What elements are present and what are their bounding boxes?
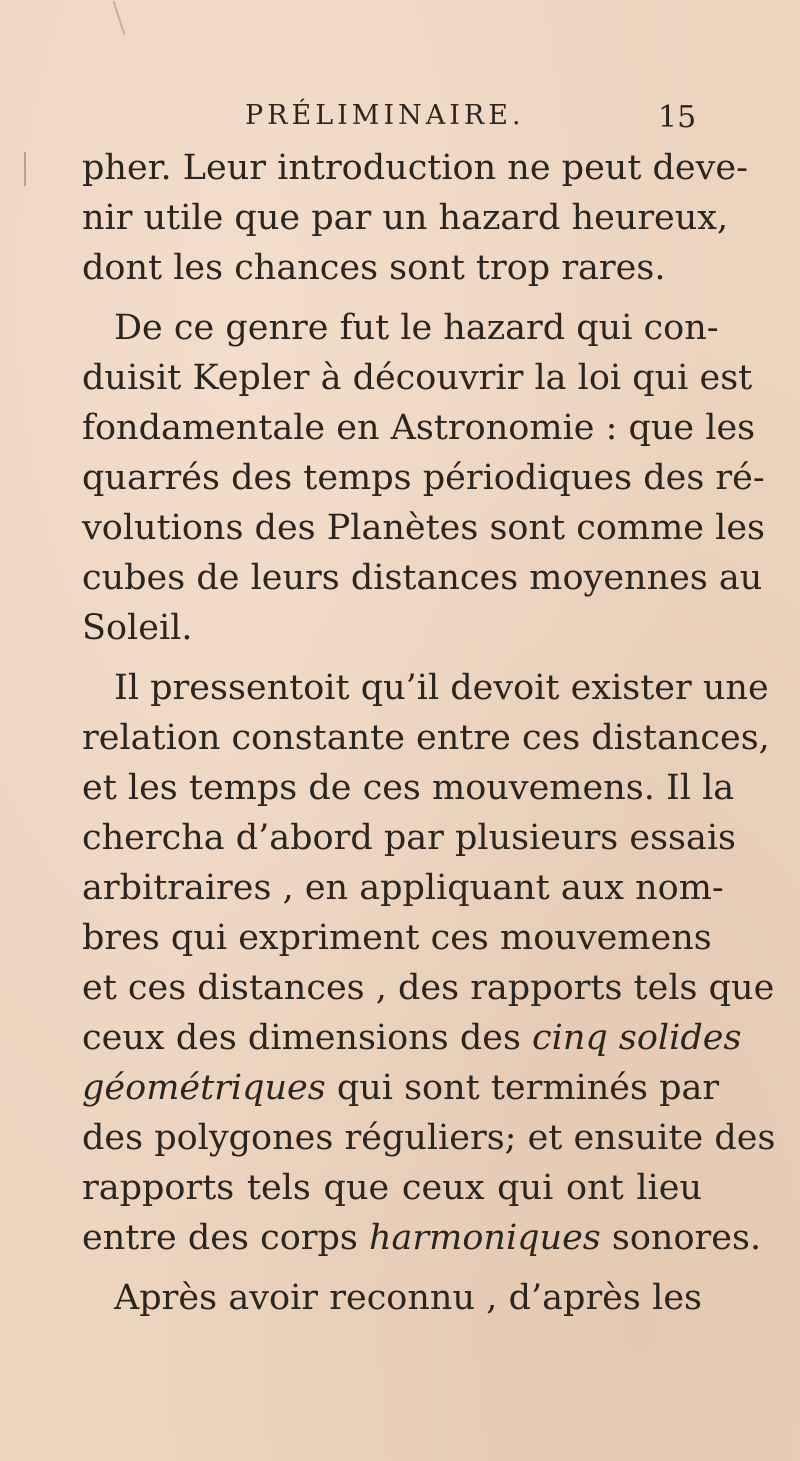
text-line: rapports tels que ceux qui ont lieu (82, 1168, 702, 1208)
text-line: volutions des Planètes sont comme les (82, 508, 765, 548)
text-line: et les temps de ces mouvemens. Il la (82, 768, 735, 808)
running-head (0, 100, 800, 140)
text-line: Soleil. (82, 608, 193, 648)
text-line: arbitraires , en appliquant aux nom- (82, 868, 724, 908)
text-line: nir utile que par un hazard heureux, (82, 198, 729, 238)
text-line: relation constante entre ces distances, (82, 718, 770, 758)
text-line (82, 1063, 720, 1113)
text-line (82, 1213, 762, 1263)
text-run: ceux des dimensions des (82, 1018, 533, 1058)
text-line: et ces distances , des rapports tels que (82, 968, 775, 1008)
text-line: quarrés des temps périodiques des ré- (82, 458, 765, 498)
text-line: chercha d’abord par plusieurs essais (82, 818, 737, 858)
text-line: Après avoir reconnu , d’après les (114, 1278, 702, 1318)
italic-run: harmoniques (369, 1218, 601, 1258)
text-line: des polygones réguliers; et ensuite des (82, 1118, 776, 1158)
italic-run: cinq solides (532, 1018, 742, 1058)
text-line (82, 1013, 742, 1063)
scan-mark (24, 152, 26, 186)
text-line: dont les chances sont trop rares. (82, 248, 666, 288)
text-line: fondamentale en Astronomie : que les (82, 408, 756, 448)
text-line: pher. Leur introduction ne peut deve- (82, 148, 748, 188)
text-run: entre des corps (82, 1218, 369, 1258)
body-text (82, 143, 776, 1323)
text-line: De ce genre fut le hazard qui con- (114, 308, 719, 348)
italic-run: géométriques (82, 1068, 326, 1108)
running-title: PRÉLIMINAIRE. (245, 100, 525, 131)
text-run: qui sont terminés par (325, 1068, 720, 1108)
text-line: bres qui expriment ces mouvemens (82, 918, 712, 958)
text-line: cubes de leurs distances moyennes au (82, 558, 763, 598)
page-number: 15 (658, 100, 697, 135)
scan-mark (112, 1, 125, 36)
text-line: Il pressentoit qu’il devoit exister une (114, 668, 769, 708)
text-line: duisit Kepler à découvrir la loi qui est (82, 358, 753, 398)
text-run: sonores. (600, 1218, 762, 1258)
